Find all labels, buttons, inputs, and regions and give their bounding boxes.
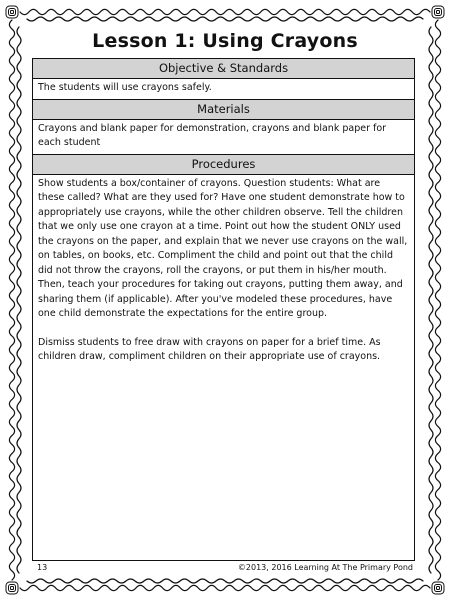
procedures-paragraph: Show students a box/container of crayons. Question students: What are these called? What are they used for? Have one student demonstrate how to appropriately use crayons, while the other children observe. Tell the children that we only use one crayon at a time. Point out how the student ONLY used the crayons on the paper, and explain that we never use crayons on the wall, on tables, on books, etc. Compliment the child and point out that the child did not throw the crayons, roll the crayons, or put them in his/her mouth. Then, teach your procedures for taking out crayons, putting them away, and sharing them (if applicable). After you've modeled these procedures, have one child demonstrate the expectations for the entire group. bbox=[38, 177, 408, 319]
objective-text bbox=[33, 79, 414, 99]
objective-paragraph: The students will use crayons safely. bbox=[38, 82, 212, 93]
page-number: 13 bbox=[37, 563, 48, 572]
corner-swirl bbox=[6, 582, 18, 594]
corner-swirl bbox=[432, 6, 444, 18]
corner-swirl bbox=[435, 585, 442, 592]
corner-swirl bbox=[432, 582, 444, 594]
border-wave bbox=[435, 20, 440, 580]
lesson-table bbox=[32, 58, 415, 561]
corner-swirl bbox=[437, 11, 440, 14]
procedures-text bbox=[33, 175, 414, 561]
materials-heading: Materials bbox=[33, 99, 414, 120]
corner-swirl bbox=[437, 587, 440, 590]
copyright-notice: ©2013, 2016 Learning At The Primary Pond bbox=[237, 563, 413, 572]
corner-swirl bbox=[11, 587, 14, 590]
materials-text bbox=[33, 120, 414, 154]
objective-heading: Objective & Standards bbox=[33, 59, 414, 79]
border-wave bbox=[20, 9, 430, 14]
procedures-paragraph: Dismiss students to free draw with crayons on paper for a brief time. As children draw, compliment children on their appropriate use of crayons. bbox=[38, 336, 381, 362]
materials-paragraph: Crayons and blank paper for demonstration, crayons and blank paper for each student bbox=[38, 122, 387, 148]
border-wave bbox=[27, 17, 423, 21]
corner-swirl bbox=[9, 9, 16, 16]
corner-swirl bbox=[9, 585, 16, 592]
corner-swirl bbox=[435, 9, 442, 16]
border-wave bbox=[20, 585, 430, 590]
border-wave bbox=[429, 27, 433, 573]
border-wave bbox=[27, 579, 423, 583]
border-wave bbox=[17, 27, 21, 573]
page-title: Lesson 1: Using Crayons bbox=[92, 30, 358, 52]
procedures-heading: Procedures bbox=[33, 154, 414, 175]
corner-swirl bbox=[11, 11, 14, 14]
corner-swirl bbox=[6, 6, 18, 18]
border-wave bbox=[9, 20, 14, 580]
